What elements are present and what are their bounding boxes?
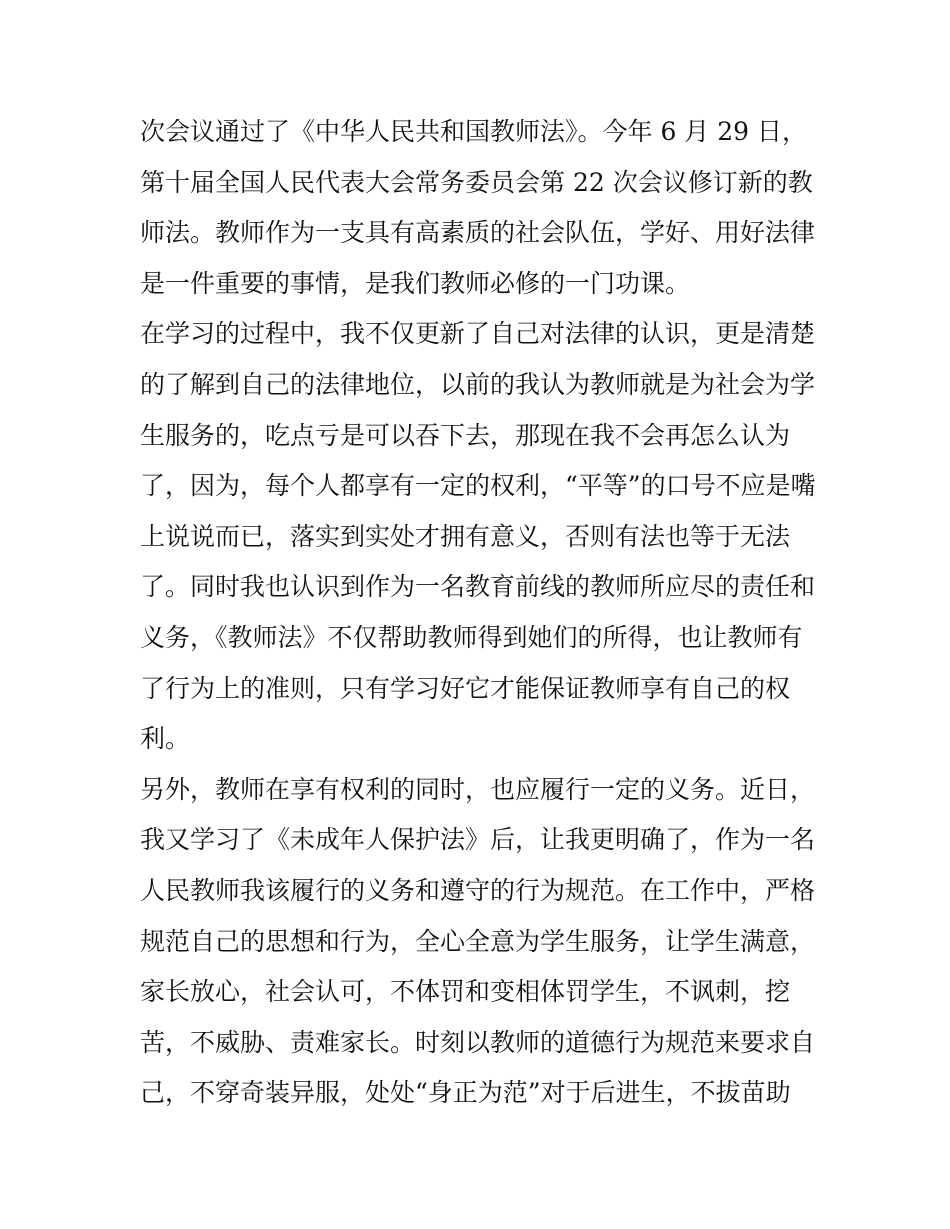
text-line: 了，因为，每个人都享有一定的权利，“平等”的口号不应是嘴 [140, 471, 816, 501]
text-line: 利。 [140, 724, 191, 754]
text-line: 师法。教师作为一支具有高素质的社会队伍，学好、用好法律 [140, 218, 816, 248]
text-line: 第十届全国人民代表大会常务委员会第 22 次会议修订新的教 [140, 167, 813, 197]
text-line: 另外，教师在享有权利的同时，也应履行一定的义务。近日， [140, 774, 816, 804]
text-line: 家长放心，社会认可，不体罚和变相体罚学生，不讽刺，挖 [140, 977, 791, 1007]
text-line: 的了解到自己的法律地位，以前的我认为教师就是为社会为学 [140, 369, 816, 399]
text-line: 苦，不威胁、责难家长。时刻以教师的道德行为规范来要求自 [140, 1027, 816, 1057]
text-line: 次会议通过了《中华人民共和国教师法》。今年 6 月 29 日， [140, 117, 808, 146]
text-line: 我又学习了《未成年人保护法》后，让我更明确了，作为一名 [140, 825, 816, 855]
text-line: 义务，《教师法》不仅帮助教师得到她们的所得，也让教师有 [140, 622, 803, 652]
text-line: 是一件重要的事情，是我们教师必修的一门功课。 [140, 268, 691, 298]
text-line: 规范自己的思想和行为，全心全意为学生服务，让学生满意， [140, 926, 816, 956]
text-line: 生服务的，吃点亏是可以吞下去，那现在我不会再怎么认为 [140, 420, 791, 450]
text-line: 了。同时我也认识到作为一名教育前线的教师所应尽的责任和 [140, 572, 816, 602]
body-text [140, 107, 820, 1119]
text-line: 己，不穿奇装异服，处处“身正为范”对于后进生，不拔苗助 [140, 1078, 791, 1108]
text-line: 在学习的过程中，我不仅更新了自己对法律的认识，更是清楚 [140, 319, 816, 349]
text-line: 人民教师我该履行的义务和遵守的行为规范。在工作中，严格 [140, 875, 816, 905]
text-line: 了行为上的准则，只有学习好它才能保证教师享有自己的权 [140, 673, 791, 703]
text-line: 上说说而已，落实到实处才拥有意义，否则有法也等于无法 [140, 521, 791, 551]
